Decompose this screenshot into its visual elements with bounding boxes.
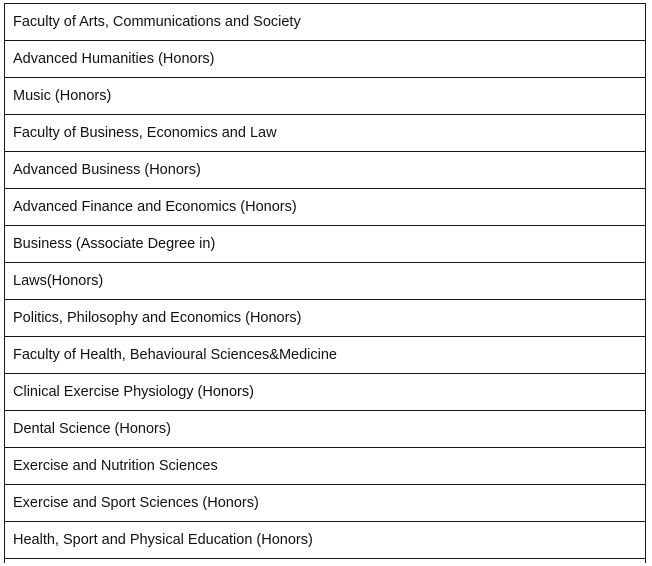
program-cell: Advanced Humanities (Honors): [5, 41, 646, 78]
table-row: [5, 78, 646, 115]
program-table-container: [4, 3, 646, 563]
table-row: [5, 337, 646, 374]
table-row: [5, 189, 646, 226]
table-row: [5, 485, 646, 522]
table-row-partial: [5, 559, 646, 564]
table-row: [5, 300, 646, 337]
table-row: [5, 263, 646, 300]
program-cell: Laws(Honors): [5, 263, 646, 300]
program-cell: Dental Science (Honors): [5, 411, 646, 448]
program-cell: Business (Associate Degree in): [5, 226, 646, 263]
program-cell: Advanced Finance and Economics (Honors): [5, 189, 646, 226]
faculty-heading-cell: Faculty of Health, Behavioural Sciences&Medicine: [5, 337, 646, 374]
program-cell: Music (Honors): [5, 78, 646, 115]
program-table: [4, 3, 646, 563]
program-cell: Politics, Philosophy and Economics (Honors): [5, 300, 646, 337]
table-row: [5, 411, 646, 448]
program-cell: Exercise and Nutrition Sciences: [5, 448, 646, 485]
empty-cell: [5, 559, 646, 564]
table-row: [5, 152, 646, 189]
faculty-heading-cell: Faculty of Arts, Communications and Society: [5, 4, 646, 41]
table-row: [5, 522, 646, 559]
table-row: [5, 115, 646, 152]
table-row: [5, 41, 646, 78]
program-cell: Exercise and Sport Sciences (Honors): [5, 485, 646, 522]
table-row: [5, 4, 646, 41]
table-row: [5, 374, 646, 411]
table-row: [5, 226, 646, 263]
program-cell: Health, Sport and Physical Education (Honors): [5, 522, 646, 559]
program-cell: Advanced Business (Honors): [5, 152, 646, 189]
program-cell: Clinical Exercise Physiology (Honors): [5, 374, 646, 411]
faculty-heading-cell: Faculty of Business, Economics and Law: [5, 115, 646, 152]
table-row: [5, 448, 646, 485]
